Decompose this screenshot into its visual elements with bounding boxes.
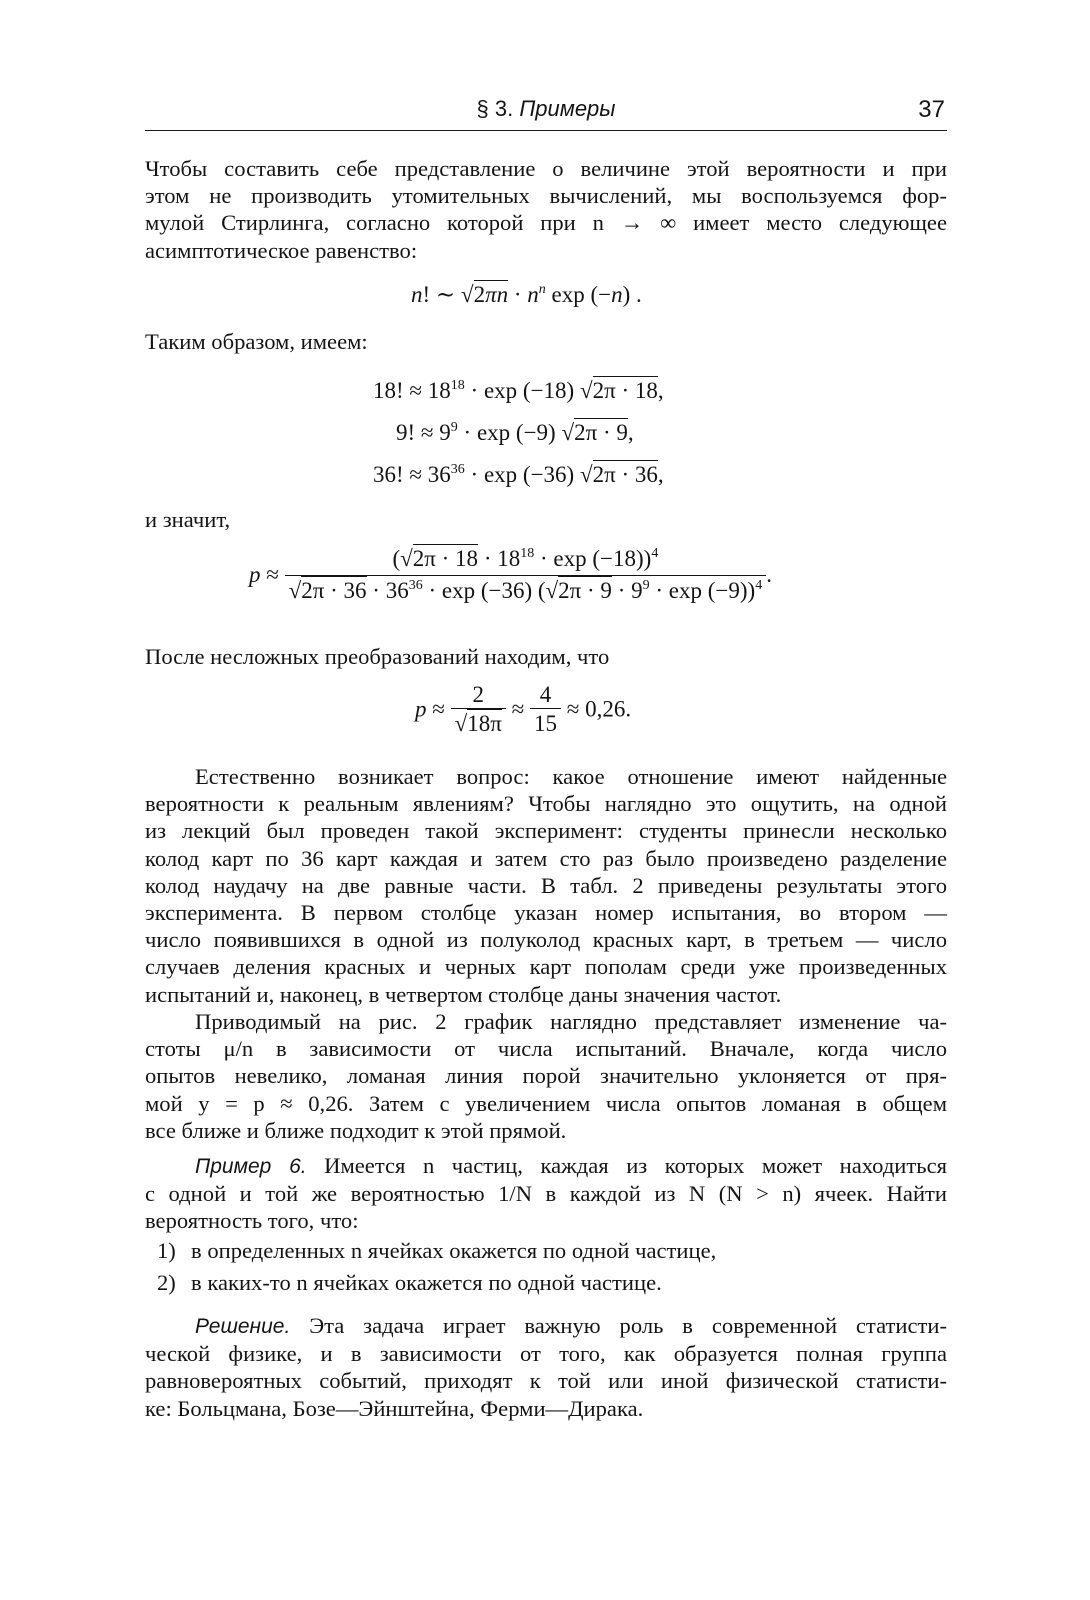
formula-36-factorial: 36! ≈ $36^{36} \cdot \exp (-36) √2\pi \cdot 36$, (373, 462, 664, 487)
list-item-text: в каких-то n ячейках окажется по одной частице. (191, 1270, 662, 1295)
text-line: испытаний и, наконец, в четвертом столбце даны значения частот. (145, 981, 782, 1007)
section-number: § 3. (476, 96, 514, 121)
text-line: равновероятных событий, приходят к той или иной физической статисти- (145, 1368, 947, 1394)
text-line: асимптотическое равенство: (145, 237, 418, 263)
list-item (157, 1270, 662, 1296)
section-title: Примеры (519, 96, 616, 121)
list-item (157, 1238, 716, 1264)
text-thus: Таким образом, имеем: (145, 329, 368, 354)
text-line: эксперимента. В первом столбце указан номер испытания, во втором — (145, 900, 947, 926)
text-line: вероятность того, что: (145, 1208, 359, 1234)
paragraph-stirling-intro (145, 155, 947, 264)
paragraph-graph (145, 1008, 947, 1144)
text-line: опытов невелико, ломаная линия порой значительно уклоняется от пря- (145, 1063, 947, 1089)
text-line: ке: Больцмана, Бозе—Эйнштейна, Ферми—Дирака. (145, 1395, 644, 1421)
list-item-number: 2) (157, 1270, 176, 1295)
paragraph-example-6 (145, 1152, 947, 1235)
text-line: ческой физике, и в зависимости от того, как образуется полная группа (145, 1341, 947, 1367)
text-line: все ближе и ближе подходит к этой прямой. (145, 1117, 567, 1143)
text-line: Естественно возникает вопрос: какое отношение имеют найденные (195, 764, 947, 789)
solution-label: Решение. (195, 1315, 291, 1338)
stirling-formula: n! ∼ $√2\pi n \cdot n^n$ exp (−n) . (411, 282, 642, 307)
text-after: После несложных преобразований находим, что (145, 644, 610, 669)
probability-formula: p ≈ $\frac{(√2\pi \cdot 18 \cdot 18^{18} \cdot \exp (-18))^4}{√2\pi \cdot 36 \cdot 36^{36} \cdot \exp (-36) (√2\pi \cdot 9 \cdot 9^9 \cdot \exp (-9))^4}$ . (249, 546, 772, 603)
formula-9-factorial: 9! ≈ $9^9 \cdot \exp (-9) √2\pi \cdot 9$, (396, 420, 634, 445)
text-line: мой y = p ≈ 0,26. Затем с увеличением числа опытов ломаная в общем (145, 1090, 947, 1116)
text-line: мулой Стирлинга, согласно которой при n → ∞ имеет место следующее (145, 210, 947, 236)
text-line: из лекций был проведен такой эксперимент: студенты принесли несколько (145, 818, 947, 844)
text-line: Эта задача играет важную роль в современной статисти- (309, 1313, 947, 1338)
text-line: число появившихся в одной из полуколод красных карт, в третьем — число (145, 927, 947, 953)
text-line: стоты μ/n в зависимости от числа испытаний. Вначале, когда число (145, 1036, 947, 1062)
document-page (145, 0, 947, 1600)
formula-18-factorial: 18! ≈ $18^{18} \cdot \exp (-18) √2\pi \cdot 18$, (373, 378, 664, 403)
text-line: случаев деления красных и черных карт пополам среди уже произведенных (145, 954, 947, 980)
text-line: Имеется n частиц, каждая из которых может находиться (324, 1153, 948, 1178)
text-line: колод карт по 36 карт каждая и затем сто раз было произведено разделение (145, 845, 947, 871)
text-and-so: и значит, (145, 507, 231, 532)
list-item-text: в определенных n ячейках окажется по одной частице, (191, 1238, 717, 1263)
text-line: Приводимый на рис. 2 график наглядно представляет изменение ча- (195, 1009, 947, 1034)
paragraph-experiment (145, 763, 947, 1008)
text-line: с одной и той же вероятностью 1/N в каждой из N (N > n) ячеек. Найти (145, 1181, 947, 1207)
result-formula: p ≈ $\frac{2}{√18\pi}$ ≈ $\frac{4}{15}$ ≈ 0,26. (415, 682, 632, 736)
running-header (145, 92, 947, 131)
paragraph-solution (145, 1312, 947, 1422)
section-heading (145, 96, 947, 122)
page-number: 37 (918, 96, 945, 123)
example-label: Пример 6. (195, 1155, 307, 1178)
list-item-number: 1) (157, 1238, 176, 1263)
text-line: Чтобы составить себе представление о величине этой вероятности и при (145, 156, 947, 181)
probability-fraction: $\frac{(√2\pi \cdot 18 \cdot 18^{18} \cdot \exp (-18))^4}{√2\pi \cdot 36 \cdot 36^{36} \cdot \exp (-36) (√2\pi \cdot 9 \cdot 9^9 \cdot \exp (-9))^4}$ (285, 546, 767, 604)
text-line: этом не производить утомительных вычислений, мы воспользуемся фор- (145, 183, 947, 209)
text-line: вероятности к реальным явлениям? Чтобы наглядно это ощутить, на одной (145, 791, 947, 817)
text-line: колод наудачу на две равные части. В табл. 2 приведены результаты этого (145, 872, 947, 898)
